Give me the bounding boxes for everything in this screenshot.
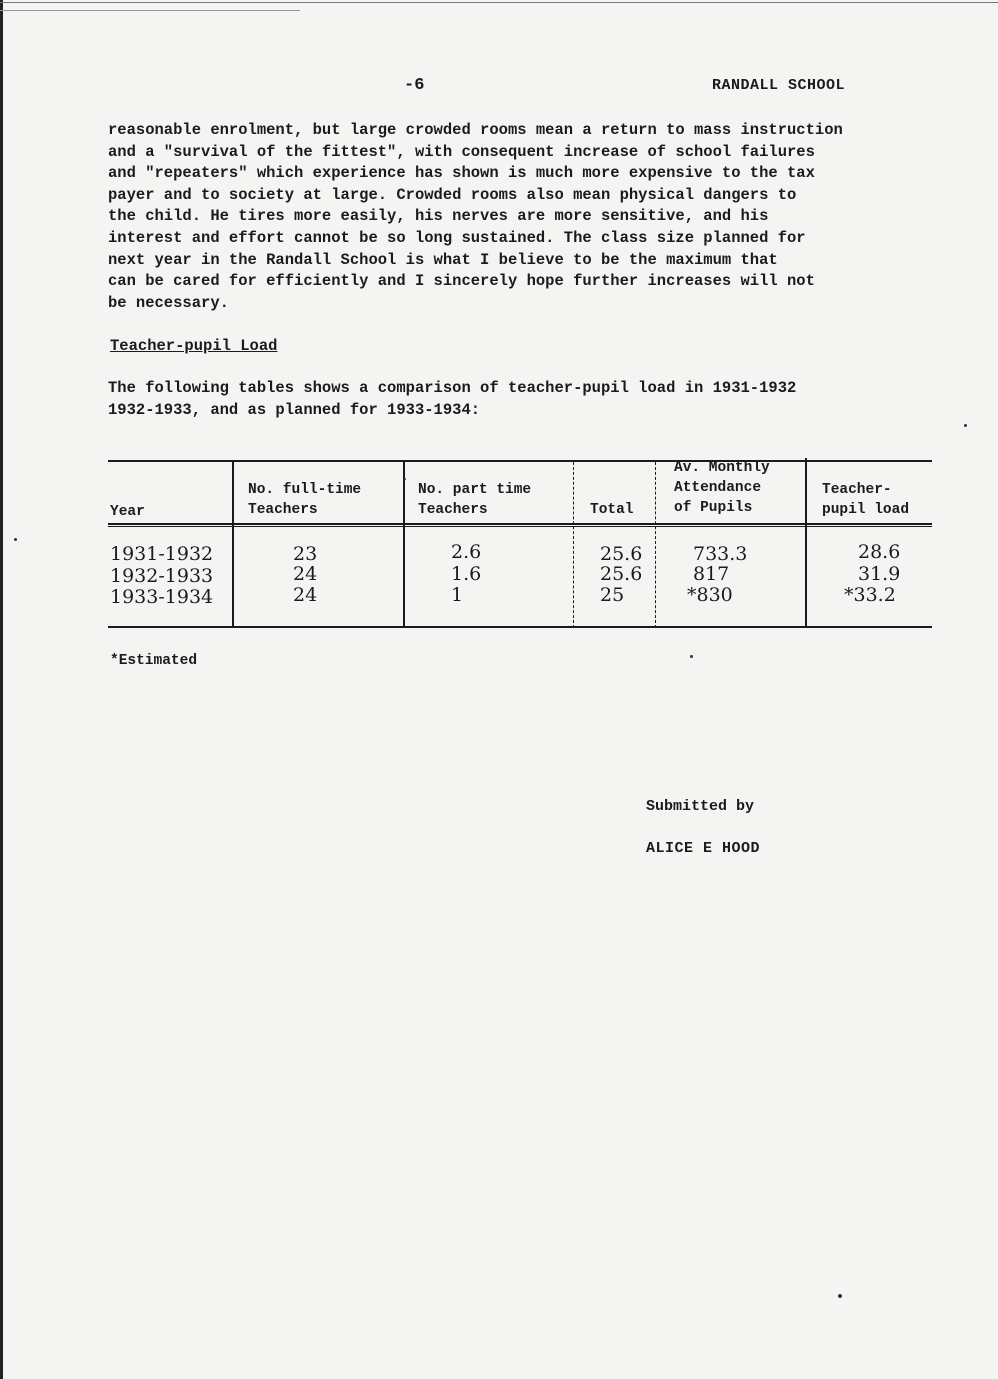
paragraph-line: and "repeaters" which experience has shown is much more expensive to the tax [108,164,815,183]
column-divider [573,462,574,628]
header-line: Teacher- [822,482,892,498]
scan-speck [690,655,693,658]
column-divider [655,462,656,628]
cell-year: 1931-1932 [110,543,214,565]
column-divider [232,462,234,628]
paragraph-line: next year in the Randall School is what I believe to be the maximum that [108,250,778,269]
table-intro [108,377,796,421]
signer-name: ALICE E HOOD [646,840,761,857]
paragraph-line: can be cared for efficiently and I sincerely hope further increases will not [108,272,815,291]
school-name: RANDALL SCHOOL [712,77,846,94]
header-line: No. full-time [248,482,362,498]
cell-attendance: *830 [687,584,733,606]
body-paragraph [108,120,958,314]
header-total-label: Total [590,502,634,518]
paragraph-line: reasonable enrolment, but large crowded rooms mean a return to mass instruction [108,121,843,139]
cell-full-time: 23 [293,543,318,565]
scan-speck [14,538,17,541]
intro-line: 1932-1933, and as planned for 1933-1934: [108,401,481,419]
header-total [590,500,634,520]
header-full-time [248,480,361,520]
footnote: *Estimated [110,653,198,669]
header-line: of Pupils [674,500,753,516]
cell-total: 25.6 [600,543,643,565]
header-part-time [418,480,531,520]
paragraph-line: payer and to society at large. Crowded rooms also mean physical dangers to [108,185,797,204]
header-line: Attendance [674,480,762,496]
column-divider [403,462,405,628]
header-line: No. part time [418,482,532,498]
cell-part-time: 2.6 [451,541,482,563]
cell-full-time: 24 [293,563,318,585]
cell-attendance: 733.3 [693,543,748,565]
cell-load: 28.6 [858,541,901,563]
cell-load: 31.9 [858,563,901,585]
paragraph-line: the child. He tires more easily, his nerves are more sensitive, and his [108,207,769,226]
cell-attendance: 817 [693,563,730,585]
paragraph-line: and a "survival of the fittest", with consequent increase of school failures [108,142,815,161]
header-line: Av. Monthly [674,460,770,476]
cell-year: 1932-1933 [110,565,214,587]
header-year-label: Year [110,504,145,520]
intro-line: The following tables shows a comparison of teacher-pupil load in 1931-1932 [108,379,797,397]
scan-speck [838,1294,842,1298]
scan-edge-top [0,2,998,3]
header-line: Teachers [248,502,318,518]
cell-load: *33.2 [844,584,896,606]
column-divider [805,458,807,628]
scan-speck [404,478,406,480]
section-heading: Teacher-pupil Load [110,337,278,355]
header-attendance [674,458,770,518]
cell-total: 25.6 [600,563,643,585]
header-line: pupil load [822,502,910,518]
cell-total: 25 [600,584,625,606]
page-number: -6 [404,76,425,95]
header-line: Teachers [418,502,488,518]
scan-edge-left [0,0,3,1379]
submitted-by: Submitted by [646,798,755,815]
scan-speck [964,424,967,427]
cell-part-time: 1.6 [451,563,482,585]
header-year [110,502,145,522]
teacher-pupil-table [108,454,932,634]
paragraph-line: interest and effort cannot be so long sustained. The class size planned for [108,228,806,247]
cell-year: 1933-1934 [110,586,214,608]
cell-full-time: 24 [293,584,318,606]
scan-edge-mark [0,10,300,11]
header-load [822,480,909,520]
paragraph-line: be necessary. [108,293,229,312]
cell-part-time: 1 [451,584,464,606]
